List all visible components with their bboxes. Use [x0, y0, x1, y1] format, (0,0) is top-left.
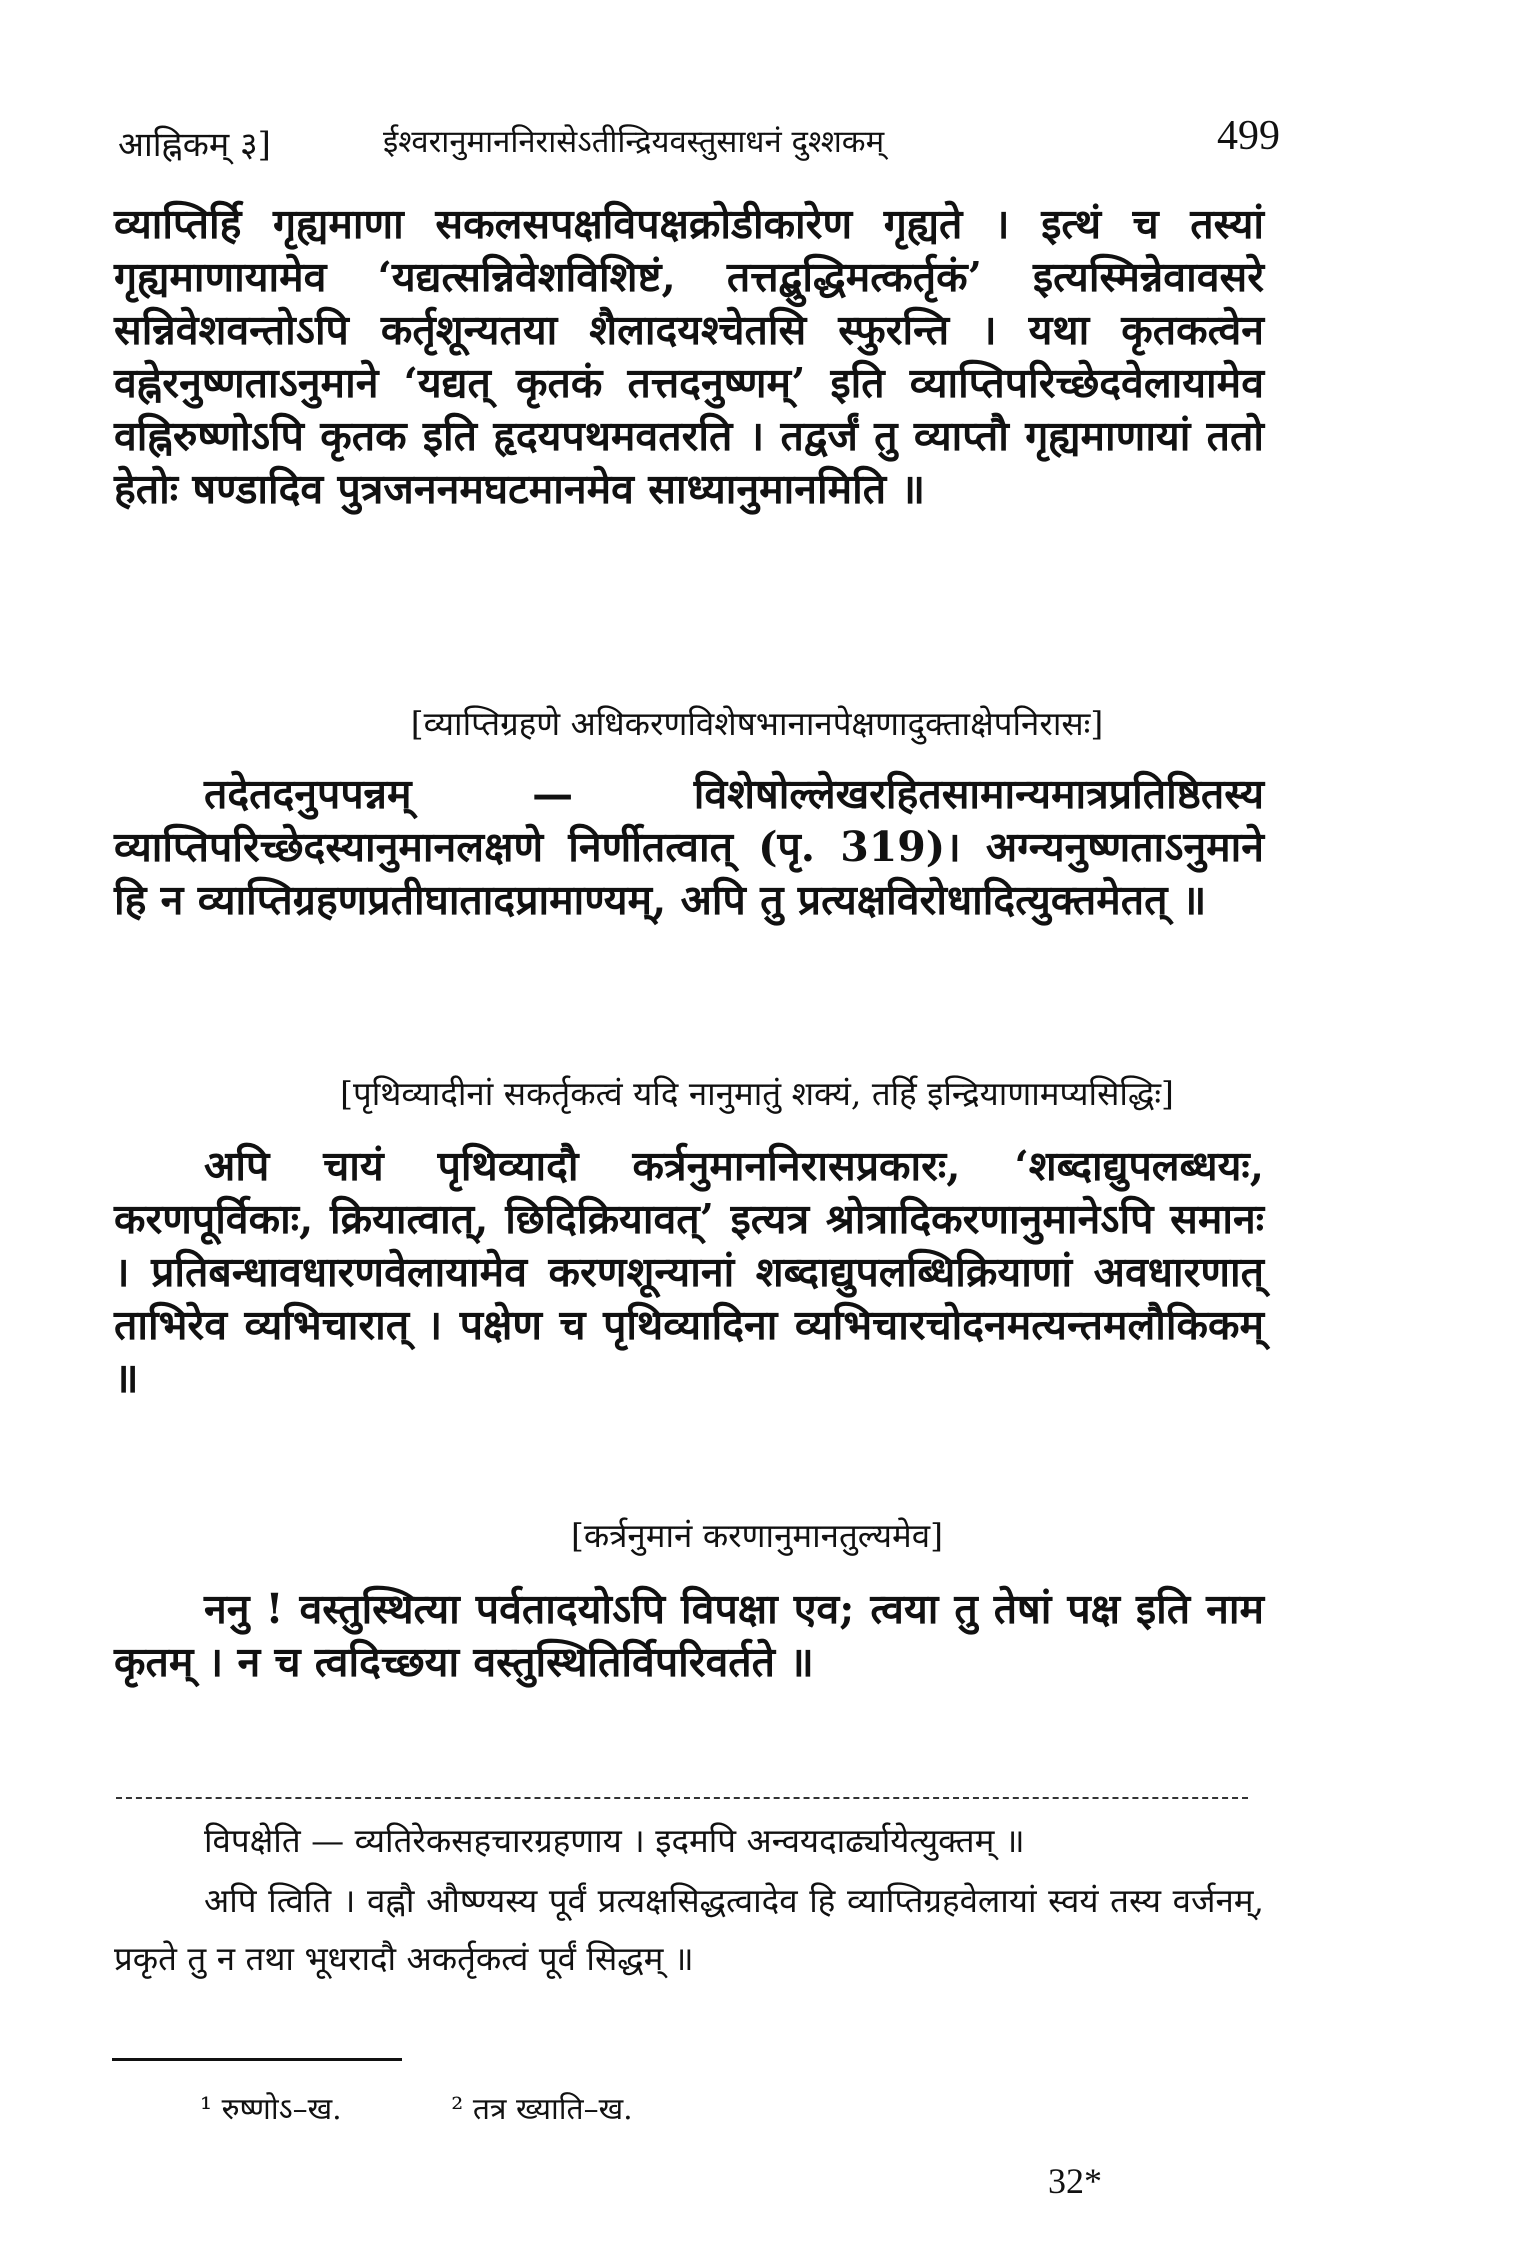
paragraph-3: अपि चायं पृथिव्यादौ कर्त्रनुमाननिरासप्रकारः, ‘शब्दाद्युपलब्धयः, करणपूर्विकाः, क्रियात्वात्, छिदिक्रियावत्’ इत्यत्र श्रोत्रादिकरणानुमानेऽपि समानः । प्रतिबन्धावधारणवेलायामेव करणशून्यानां शब्दाद्युपलब्धिक्रियाणां अवधारणात् ताभिरेव व्यभिचारात् । पक्षेण च पृथिव्यादिना व्यभिचारचोदनमत्यन्तमलौकिकम् ॥	[114, 1142, 1264, 1402]
section-title-3: [कर्त्रनुमानं करणानुमानतुल्यमेव]	[571, 1516, 943, 1555]
section-label: आह्निकम् ३]	[118, 125, 271, 165]
footnote-rule	[112, 2058, 402, 2061]
paragraph-1: व्याप्तिर्हि गृह्यमाणा सकलसपक्षविपक्षक्रोडीकारेण गृह्यते । इत्थं च तस्यां गृह्यमाणायामेव ‘यद्यत्सन्निवेशविशिष्टं, तत्तद्बुद्धिमत्कर्तृकं’ इत्यस्मिन्नेवावसरे सन्निवेशवन्तोऽपि कर्तृशून्यतया शैलादयश्चेतसि स्फुरन्ति । यथा कृतकत्वेन वह्नेरनुष्णताऽनुमाने ‘यद्यत् कृतकं तत्तदनुष्णम्’ इति व्याप्तिपरिच्छेदवेलायामेव वह्निरुष्णोऽपि कृतक इति हृदयपथमवतरति । तद्वर्जं तु व्याप्तौ गृह्यमाणायां ततो हेतोः षण्डादिव पुत्रजननमघटमानमेव साध्यानुमानमिति ॥	[114, 200, 1264, 513]
page-number: 499	[1217, 113, 1280, 159]
footnote-2: ² तत्र ख्याति–ख.	[451, 2092, 633, 2127]
footnote-1: ¹ रुष्णोऽ–ख.	[200, 2092, 342, 2127]
signature-mark: 32*	[1048, 2161, 1102, 2201]
running-title: ईश्वरानुमाननिरासेऽतीन्द्रियवस्तुसाधनं दुश्शकम्	[383, 124, 885, 160]
commentary-1: विपक्षेति — व्यतिरेकसहचारग्रहणाय । इदमपि अन्वयदार्ढ्यायेत्युक्तम् ॥	[204, 1821, 1025, 1860]
paragraph-2: तदेतदनुपपन्नम् — विशेषोल्लेखरहितसामान्यमात्रप्रतिष्ठितस्य व्याप्तिपरिच्छेदस्यानुमानलक्षणे निर्णीतत्वात् (पृ. 319)। अग्न्यनुष्णताऽनुमाने हि न व्याप्तिग्रहणप्रतीघातादप्रामाण्यम्, अपि तु प्रत्यक्षविरोधादित्युक्तमेतत् ॥	[114, 770, 1264, 924]
paragraph-4: ननु ! वस्तुस्थित्या पर्वतादयोऽपि विपक्षा एव; त्वया तु तेषां पक्ष इति नाम कृतम् । न च त्वदिच्छया वस्तुस्थितिर्विपरिवर्तते ॥	[114, 1585, 1264, 1686]
footnotes	[200, 2087, 733, 2128]
page-header	[118, 112, 1280, 172]
commentary-2: अपि त्विति । वह्नौ औष्ण्यस्य पूर्वं प्रत्यक्षसिद्धत्वादेव हि व्याप्तिग्रहवेलायां स्वयं तस्य वर्जनम्, प्रकृते तु न तथा भूधरादौ अकर्तृकत्वं पूर्वं सिद्धम् ॥	[114, 1881, 1264, 1978]
commentary-divider	[116, 1797, 1248, 1799]
section-title-1: [व्याप्तिग्रहणे अधिकरणविशेषभानानपेक्षणादुक्ताक्षेपनिरासः]	[410, 704, 1104, 743]
section-title-2: [पृथिव्यादीनां सकर्तृकत्वं यदि नानुमातुं शक्यं, तर्हि इन्द्रियाणामप्यसिद्धिः]	[340, 1074, 1174, 1113]
